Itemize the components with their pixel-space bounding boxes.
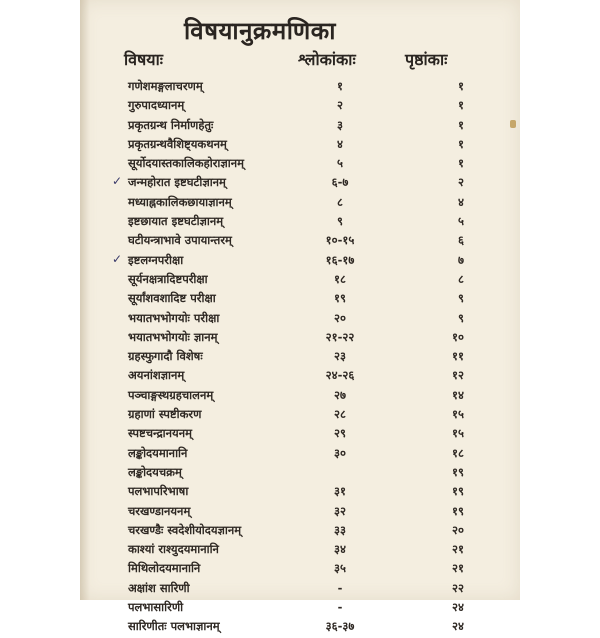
column-header-verse: श्लोकांकाः	[298, 50, 356, 69]
table-row	[0, 78, 600, 97]
column-header-topic: विषयाः	[124, 50, 163, 69]
row-verse-number: २३	[334, 349, 346, 364]
row-verse-number: ३२	[334, 503, 346, 518]
row-topic: चरखण्डानयनम्	[128, 503, 191, 518]
row-page-number: १	[458, 156, 464, 171]
row-page-number: ८	[458, 271, 464, 286]
table-row	[0, 367, 600, 386]
row-page-number: ४	[458, 194, 464, 209]
row-topic: सूर्यांशवशादिष्ट परीक्षा	[128, 291, 216, 306]
table-row	[0, 117, 600, 136]
row-topic: स्पष्टचन्द्रानयनम्	[128, 426, 192, 441]
row-verse-number: २	[337, 98, 343, 113]
row-topic: गुरुपादध्यानम्	[128, 98, 185, 113]
row-page-number: १९	[452, 503, 464, 518]
row-verse-number: ८	[337, 194, 343, 209]
table-row	[0, 213, 600, 232]
row-page-number: २०	[452, 522, 464, 537]
row-page-number: १	[458, 98, 464, 113]
row-topic: प्रकृतग्रन्थवैशिष्ट्यकथनम्	[128, 136, 227, 151]
table-row	[0, 406, 600, 425]
row-page-number: ९	[458, 291, 464, 306]
row-verse-number: १८	[334, 271, 346, 286]
row-verse-number: ३	[337, 117, 343, 132]
row-page-number: १४	[452, 387, 464, 402]
row-topic: मध्याह्नकालिकछायाज्ञानम्	[128, 194, 232, 209]
table-row	[0, 271, 600, 290]
row-topic: गणेशमङ्गलाचरणम्	[128, 79, 203, 93]
row-topic: घटीयन्त्राभावे उपायान्तरम्	[128, 233, 232, 248]
row-page-number: १	[458, 136, 464, 151]
row-verse-number: -	[337, 580, 343, 595]
page-title: विषयानुक्रमणिका	[184, 17, 336, 45]
row-page-number: २२	[452, 580, 464, 595]
table-row	[0, 329, 600, 348]
row-page-number: २१	[452, 542, 464, 557]
row-topic: भयातभभोगयोः ज्ञानम्	[128, 329, 218, 344]
table-row	[0, 136, 600, 155]
row-page-number: १५	[452, 426, 464, 441]
table-row	[0, 580, 600, 599]
row-verse-number: २७	[334, 387, 346, 402]
table-row	[0, 560, 600, 579]
row-topic: लङ्कोदयचक्रम्	[128, 464, 182, 479]
row-topic: सूर्यनक्षत्रादिष्टपरीक्षा	[128, 271, 208, 286]
row-topic: ग्रहाणां स्पष्टीकरण	[128, 407, 202, 422]
row-page-number: १	[458, 79, 464, 93]
row-verse-number: २८	[334, 407, 346, 422]
table-body	[0, 78, 600, 638]
row-verse-number: ३४	[334, 542, 346, 557]
table-row	[0, 618, 600, 637]
row-verse-number: ४	[337, 136, 343, 151]
row-page-number: ५	[458, 214, 464, 229]
row-verse-number: १६-१७	[325, 252, 355, 267]
row-topic: काश्यां राश्युदयमानानि	[128, 542, 219, 557]
row-page-number: ७	[458, 252, 464, 267]
table-row	[0, 97, 600, 116]
row-topic: सारिणीतः पलभाज्ञानम्	[128, 619, 220, 634]
row-page-number: १२	[452, 368, 464, 383]
row-topic: भयातभभोगयोः परीक्षा	[128, 310, 220, 325]
row-verse-number: २९	[334, 426, 346, 441]
table-row	[0, 194, 600, 213]
row-verse-number: ३३	[334, 522, 346, 537]
table-header	[0, 48, 600, 74]
row-verse-number: -	[337, 600, 343, 615]
table-row	[0, 290, 600, 309]
row-topic: पञ्चाङ्गस्थग्रहचालनम्	[128, 387, 214, 402]
row-page-number: १५	[452, 407, 464, 422]
row-topic: सूर्योदयास्तकालिकहोराज्ञानम्	[128, 156, 244, 171]
row-verse-number: १९	[334, 291, 346, 306]
row-topic: पलभासारिणी	[128, 600, 184, 615]
table-row	[0, 348, 600, 367]
row-verse-number: १०-१५	[325, 233, 355, 248]
row-page-number: ६	[458, 233, 464, 248]
table-row	[0, 522, 600, 541]
row-verse-number: ५	[337, 156, 343, 171]
row-page-number: १	[458, 117, 464, 132]
row-topic: चरखण्डैः स्वदेशीयोदयज्ञानम्	[128, 522, 242, 537]
table-row	[0, 387, 600, 406]
table-row	[0, 599, 600, 618]
row-verse-number: ३५	[334, 561, 346, 576]
column-header-page: पृष्ठांकाः	[405, 50, 448, 69]
table-row	[0, 464, 600, 483]
row-verse-number: ९	[337, 214, 343, 229]
table-row	[0, 541, 600, 560]
table-row	[0, 155, 600, 174]
row-verse-number: ३१	[334, 484, 346, 499]
row-page-number: १०	[452, 329, 464, 344]
check-mark-icon: ✓	[112, 251, 123, 266]
row-verse-number: ६-७	[331, 175, 349, 190]
row-topic: इष्टलग्नपरीक्षा	[128, 252, 184, 267]
row-topic: अयनांशज्ञानम्	[128, 368, 185, 383]
table-row	[0, 445, 600, 464]
row-topic: पलभापरिभाषा	[128, 484, 189, 499]
row-topic: ग्रहस्फुगादौ विशेषः	[128, 349, 203, 364]
row-page-number: २४	[452, 619, 464, 634]
row-page-number: २	[458, 175, 464, 190]
table-row	[0, 252, 600, 271]
row-verse-number: २०	[334, 310, 346, 325]
row-page-number: २१	[452, 561, 464, 576]
table-row	[0, 503, 600, 522]
check-mark-icon: ✓	[112, 174, 123, 189]
row-page-number: १९	[452, 464, 464, 479]
row-page-number: १९	[452, 484, 464, 499]
row-page-number: ११	[452, 349, 464, 364]
table-row	[0, 174, 600, 193]
row-verse-number: १	[337, 79, 343, 93]
row-verse-number: ३०	[334, 445, 346, 460]
table-row	[0, 483, 600, 502]
table-row	[0, 310, 600, 329]
row-page-number: २४	[452, 600, 464, 615]
row-verse-number: ३६-३७	[325, 619, 355, 634]
table-row	[0, 425, 600, 444]
row-topic: लङ्कोदयमानानि	[128, 445, 188, 460]
row-page-number: ९	[458, 310, 464, 325]
row-page-number: १८	[452, 445, 464, 460]
table-row	[0, 232, 600, 251]
row-topic: अक्षांश सारिणी	[128, 580, 190, 595]
row-topic: जन्महोरात इष्टघटीज्ञानम्	[128, 175, 226, 190]
row-topic: मिथिलोदयमानानि	[128, 561, 201, 576]
row-verse-number: २४-२६	[325, 368, 355, 383]
row-topic: इष्टछायात इष्टघटीज्ञानम्	[128, 214, 224, 229]
row-topic: प्रकृतग्रन्थ निर्माणहेतुः	[128, 117, 214, 132]
row-verse-number: २१-२२	[325, 329, 355, 344]
